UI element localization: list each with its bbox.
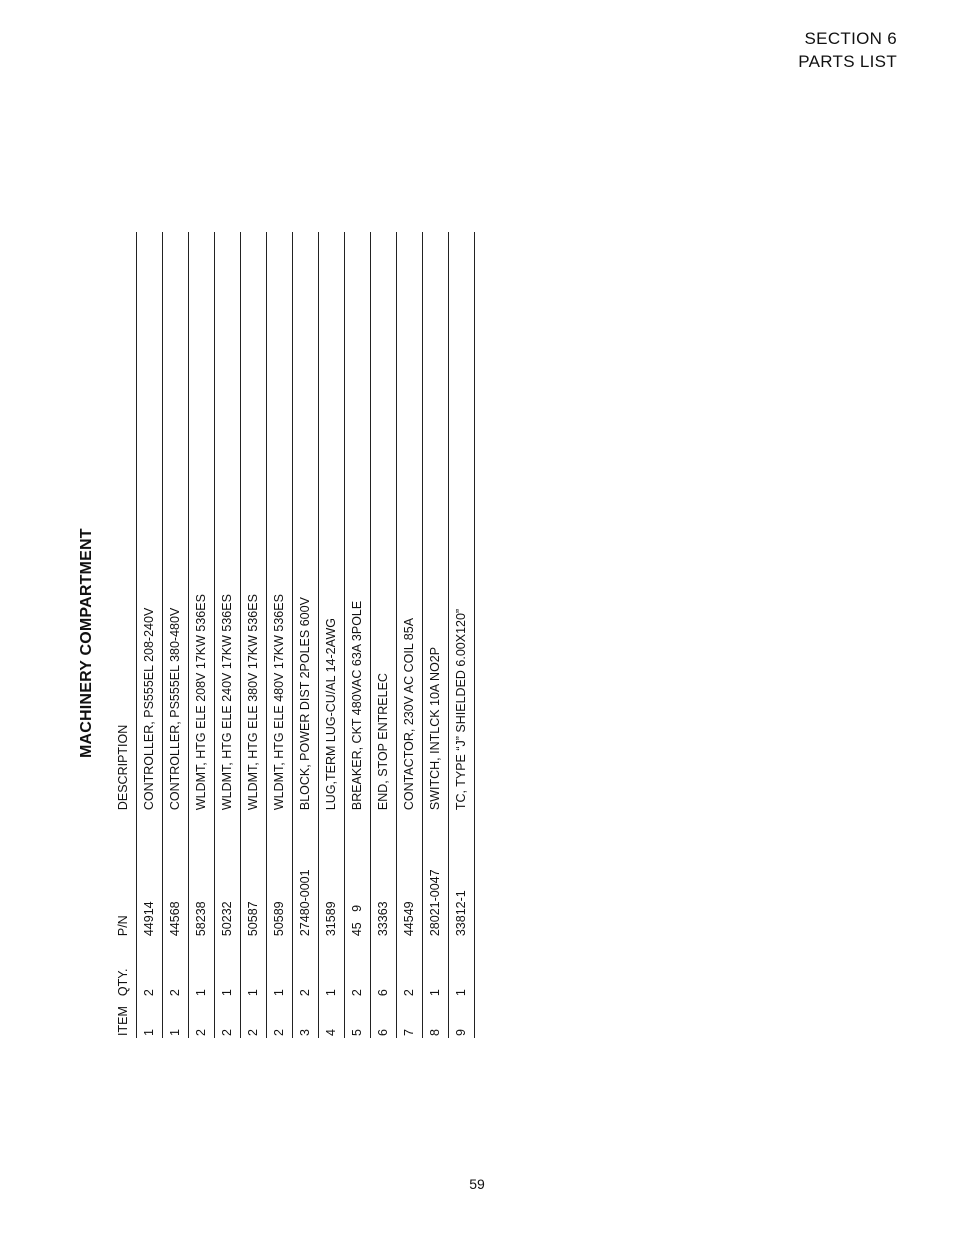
table-row [397, 232, 423, 1038]
table-row [163, 232, 189, 1038]
cell-description: BLOCK, POWER DIST 2POLES 600V [298, 597, 312, 811]
cell-description: LUG,TERM LUG-CU/AL 14-2AWG [324, 617, 338, 811]
cell-qty: 2 [298, 989, 312, 997]
cell-item: 6 [376, 1029, 390, 1036]
table-row [293, 232, 319, 1038]
header-row [111, 232, 137, 1038]
cell-item: 9 [454, 1029, 468, 1036]
table-row [423, 232, 449, 1038]
rotated-parts-block [75, 228, 468, 1038]
cell-qty: 2 [168, 989, 182, 997]
cell-pn: 50589 [272, 901, 286, 937]
table-row [449, 232, 475, 1038]
cell-description: BREAKER, CKT 480VAC 63A 3POLE [350, 600, 364, 811]
cell-pn: 58238 [194, 901, 208, 937]
page-number: 59 [469, 1176, 485, 1192]
cell-item: 8 [428, 1029, 442, 1036]
cell-item: 7 [402, 1029, 416, 1036]
table-row [345, 232, 371, 1038]
cell-item: 2 [272, 1029, 286, 1036]
cell-pn: 50232 [220, 901, 234, 937]
cell-item: 2 [220, 1029, 234, 1036]
table-row [267, 232, 293, 1038]
cell-qty: 6 [376, 989, 390, 997]
table-row [319, 232, 345, 1038]
column-header-description: DESCRIPTION [116, 724, 130, 811]
cell-item: 4 [324, 1029, 338, 1036]
cell-pn: 27480-0001 [298, 869, 312, 937]
cell-qty: 1 [324, 989, 338, 997]
cell-pn: 44549 [402, 901, 416, 937]
cell-description: TC, TYPE “J” SHIELDED 6.00X120” [454, 608, 468, 811]
cell-qty: 1 [220, 989, 234, 997]
cell-qty: 2 [402, 989, 416, 997]
table-row [215, 232, 241, 1038]
cell-qty: 1 [272, 989, 286, 997]
cell-qty: 2 [142, 989, 156, 997]
table-row [137, 232, 163, 1038]
cell-item: 2 [246, 1029, 260, 1036]
cell-description: WLDMT, HTG ELE 380V 17KW 536ES [246, 594, 260, 811]
cell-item: 5 [350, 1029, 364, 1036]
cell-qty: 1 [454, 989, 468, 997]
cell-pn: 50587 [246, 901, 260, 937]
table-title: MACHINERY COMPARTMENT [78, 528, 95, 758]
cell-pn: 33812-1 [454, 890, 468, 937]
cell-description: END, STOP ENTRELEC [376, 673, 390, 811]
column-header-pn: P/N [116, 915, 130, 937]
cell-qty: 2 [350, 989, 364, 997]
cell-pn: 44914 [142, 901, 156, 937]
cell-description: WLDMT, HTG ELE 480V 17KW 536ES [272, 594, 286, 811]
table-row [241, 232, 267, 1038]
cell-description: WLDMT, HTG ELE 240V 17KW 536ES [220, 594, 234, 811]
table-row [189, 232, 215, 1038]
cell-description: CONTACTOR, 230V AC COIL 85A [402, 617, 416, 811]
table-row [371, 232, 397, 1038]
page-header [798, 27, 897, 73]
table-header [111, 232, 137, 1038]
cell-qty: 1 [246, 989, 260, 997]
parts-table [111, 232, 475, 1038]
cell-description: CONTROLLER, PS555EL 380-480V [168, 607, 182, 811]
section-label: SECTION 6 [804, 29, 897, 48]
cell-pn: 45 9 [350, 904, 364, 937]
cell-description: SWITCH, INTLCK 10A NO2P [428, 646, 442, 811]
cell-pn: 28021-0047 [428, 869, 442, 937]
cell-pn: 31589 [324, 901, 338, 937]
cell-pn: 44568 [168, 901, 182, 937]
table-body [137, 232, 475, 1038]
cell-qty: 1 [194, 989, 208, 997]
column-header-qty: QTY. [116, 968, 130, 997]
cell-description: CONTROLLER, PS555EL 208-240V [142, 607, 156, 811]
cell-pn: 33363 [376, 901, 390, 937]
column-header-item: ITEM [116, 1006, 130, 1036]
cell-item: 3 [298, 1029, 312, 1036]
section-subtitle: PARTS LIST [798, 52, 897, 71]
cell-item: 1 [142, 1029, 156, 1036]
cell-description: WLDMT, HTG ELE 208V 17KW 536ES [194, 594, 208, 811]
cell-item: 2 [194, 1029, 208, 1036]
cell-item: 1 [168, 1029, 182, 1036]
cell-qty: 1 [428, 989, 442, 997]
